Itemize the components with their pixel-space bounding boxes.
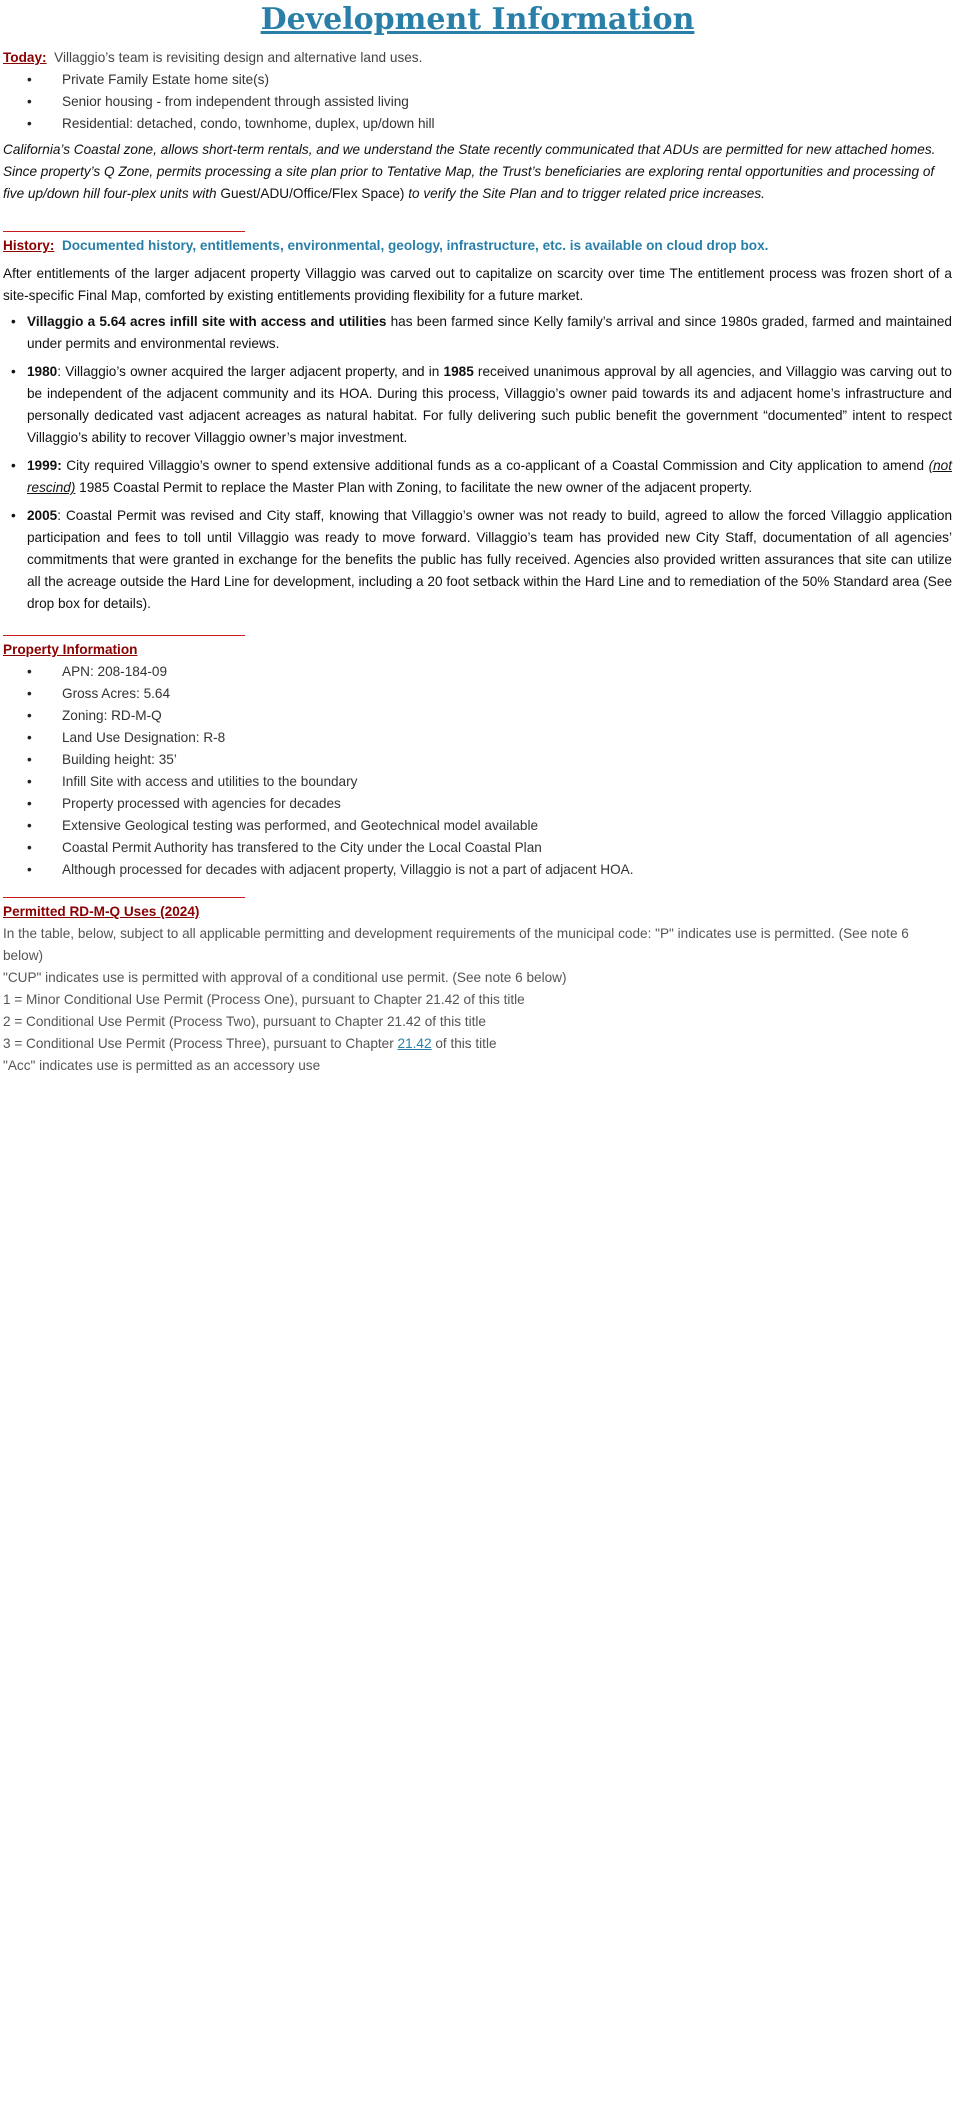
list-item: • Private Family Estate home site(s)	[3, 69, 952, 91]
property-heading-line	[3, 639, 952, 661]
history-1999-text-b: 1985 Coastal Permit to replace the Master Plan with Zoning, to facilitate the new owner of the adjacent property.	[75, 480, 753, 495]
site-summary-text: has been farmed since Kelly family’s arrival and since 1980s graded, farmed and maintained under permits and environmental reviews.	[27, 314, 952, 351]
year-1985: 1985	[443, 364, 474, 379]
chapter-21-42-link[interactable]: 21.42	[397, 1036, 432, 1051]
separator: ________________________________	[3, 621, 245, 636]
year-1980: 1980	[27, 364, 58, 379]
site-summary-bold: Villaggio a 5.64 acres infill site with access and utilities	[27, 314, 387, 329]
list-item: • APN: 208-184-09	[3, 661, 952, 683]
history-item-1999	[3, 455, 952, 499]
list-item: • Senior housing - from independent through assisted living	[3, 91, 952, 113]
history-subtitle: Documented history, entitlements, environmental, geology, infrastructure, etc. is available on cloud drop box.	[61, 238, 769, 253]
year-2005: 2005	[27, 508, 58, 523]
list-item: • Extensive Geological testing was performed, and Geotechnical model available	[3, 815, 952, 837]
today-list	[3, 69, 952, 135]
history-list	[3, 311, 952, 615]
property-heading: Property Information	[3, 642, 138, 657]
document-page	[0, 2, 955, 1077]
coastal-note	[3, 139, 952, 205]
uses-line-with-link	[3, 1033, 952, 1055]
uses-line: "Acc" indicates use is permitted as an accessory use	[3, 1058, 321, 1073]
list-item: • Property processed with agencies for decades	[3, 793, 952, 815]
today-line	[3, 47, 952, 69]
property-list	[3, 661, 952, 881]
history-1999-text-a: City required Villaggio’s owner to spend extensive additional funds as a co-applicant of a Coastal Commission and City application to amend	[61, 458, 929, 473]
list-item: • Residential: detached, condo, townhome, duplex, up/down hill	[3, 113, 952, 135]
uses-heading: Permitted RD-M-Q Uses (2024)	[3, 904, 200, 919]
list-item: • Gross Acres: 5.64	[3, 683, 952, 705]
permitted-uses-section	[3, 901, 952, 1077]
coastal-note-plain: Guest/ADU/Office/Flex Space)	[220, 186, 405, 201]
list-item: • Land Use Designation: R-8	[3, 727, 952, 749]
history-item-site	[3, 311, 952, 355]
not-rescind-emphasis: (not rescind)	[27, 458, 952, 495]
history-2005-text: : Coastal Permit was revised and City staff, knowing that Villaggio’s owner was not ready to build, agreed to allow the forced Villaggio application participation and fees to toll until Villaggio was ready to move forward. Villaggio’s team has provided new City Staff, documentation of all agencies’ commitments that were granted in exchange for the benefits the public has fully received. Agencies also provided written assurances that site can utilize all the acreage outside the Hard Line for development, including a 20 foot setback within the Hard Line and to remediation of the 50% Standard area (See drop box for details).	[27, 508, 952, 611]
history-line	[3, 235, 952, 257]
list-item: • Zoning: RD-M-Q	[3, 705, 952, 727]
history-item-2005	[3, 505, 952, 615]
history-1980-text-a: : Villaggio’s owner acquired the larger adjacent property, and in	[57, 364, 444, 379]
list-item: • Building height: 35’	[3, 749, 952, 771]
uses-line5-text-b: of this title	[431, 1036, 497, 1051]
uses-line: "CUP" indicates use is permitted with approval of a conditional use permit. (See note 6 below)	[3, 970, 567, 985]
uses-line5-text-a: 3 = Conditional Use Permit (Process Three), pursuant to Chapter	[3, 1036, 398, 1051]
page-title: Development Information	[260, 2, 695, 37]
uses-heading-line	[3, 901, 952, 923]
coastal-note-italic-a: California’s Coastal zone, allows short-term rentals, and we understand the State recently communicated that ADUs are permitted for new attached homes. Since property’s Q Zone, permits processing a site plan prior to Tentative Map, the Trust’s beneficiaries are exploring rental opportunities and processing of five up/down hill four-plex units with	[3, 142, 936, 201]
uses-line: 2 = Conditional Use Permit (Process Two), pursuant to Chapter 21.42 of this title	[3, 1014, 486, 1029]
list-item: • Although processed for decades with adjacent property, Villaggio is not a part of adjacent HOA.	[3, 859, 952, 881]
history-1980-text-b: received unanimous approval by all agencies, and Villaggio was carving out to be independent of the adjacent community and its HOA. During this process, Villaggio’s owner paid towards its and adjacent home’s infrastructure and personally dedicated vast adjacent acreages as natural habitat. For fully delivering such public benefit the government “documented” intent to respect Villaggio’s ability to recover Villaggio owner’s major investment.	[27, 364, 952, 445]
history-label: History:	[3, 238, 55, 253]
today-text: Villaggio’s team is revisiting design and alternative land uses.	[54, 50, 423, 65]
history-item-1980	[3, 361, 952, 449]
list-item: • Infill Site with access and utilities to the boundary	[3, 771, 952, 793]
history-intro: After entitlements of the larger adjacent property Villaggio was carved out to capitalize on scarcity over time The entitlement process was frozen short of a site-specific Final Map, comforted by existing entitlements providing flexibility for a future market.	[3, 266, 952, 303]
list-item: • Coastal Permit Authority has transfered to the City under the Local Coastal Plan	[3, 837, 952, 859]
year-1999: 1999:	[27, 458, 62, 473]
today-label: Today:	[3, 50, 47, 65]
separator: ________________________________	[3, 883, 245, 898]
uses-line: 1 = Minor Conditional Use Permit (Process One), pursuant to Chapter 21.42 of this title	[3, 992, 525, 1007]
coastal-note-italic-b: to verify the Site Plan and to trigger related price increases.	[404, 186, 765, 201]
separator: ________________________________	[3, 217, 245, 232]
uses-line: In the table, below, subject to all applicable permitting and development requirements of the municipal code: "P" indicates use is permitted. (See note 6 below)	[3, 926, 909, 963]
